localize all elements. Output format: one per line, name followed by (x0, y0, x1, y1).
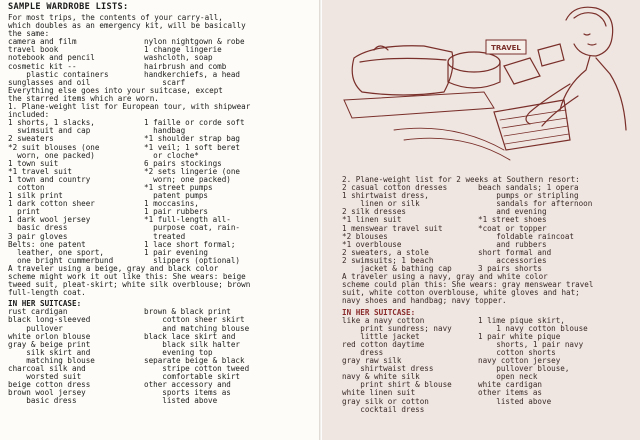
list1-left: 1 shorts, 1 slacks, swimsuit and cap 2 sweaters *2 suit blouses (one worn, one packed) 1 town suit *1 travel suit 1 town and country cotton 1 silk print 1 dark cotton sheer print 1 dark wool jersey basic dress 3 pair gloves Belts: one patent leather, one sport, one bright cummerbund (8, 118, 114, 265)
suitcase-list-2-left: like a navy cotton print sundress; navy little jacket red cotton daytime dress gray raw silk shirtwaist dress navy & white silk print shirt & blouse white linen suit gray silk or cotton cocktail dress (342, 315, 452, 414)
carryall-list (8, 38, 316, 87)
suitcase-note: Everything else goes into your suitcase, except the starred items which are worn. (8, 85, 223, 103)
suitcase-list-2 (342, 317, 634, 414)
list1-right: 1 faille or corde soft handbag *1 shoulder strap bag *1 veil; 1 soft beret or cloche* 6 pairs stockings *2 sets lingerie (one worn; one packed) *1 street pumps patent pumps 1 moccasins, 1 pair rubbers *1 full-length all- purpose coat, rain- treated 1 lace short formal; 1 pair evening slippers (optional) (144, 118, 245, 265)
suitcase-list (8, 308, 316, 405)
traveler-paragraph-2: A traveler using a navy, gray and white color scheme could plan this: She wears: gray menswear travel suit, white cotton overblouse, white gloves and hat; navy shoes and handbag; navy topper. (342, 272, 594, 306)
list2-title: 2. Plane-weight list for 2 weeks at Southern resort: (342, 175, 580, 184)
woman-packing-illustration (334, 0, 634, 176)
suitcase-heading-2: IN HER SUITCASE: (342, 307, 416, 317)
list1-title: 1. Plane-weight list for European tour, with shipwear included: (8, 102, 251, 120)
traveler-paragraph: A traveler using a beige, gray and black color scheme might work it out like this: She wears: beige tweed suit, pleat-skirt; white silk overblouse; brown full-length coat. (8, 263, 251, 298)
list2-right: beach sandals; 1 opera pumps or stripling sandals for afternoon and evening *1 street shoes *coat or topper foldable raincoat and rubbers short formal and accessories 3 pairs shorts (478, 183, 593, 274)
intro-paragraph: For most trips, the contents of your carry-all, which doubles as an emergency kit, will be basically the same: (8, 13, 246, 39)
right-page (322, 0, 640, 440)
list1 (8, 119, 316, 265)
carryall-list-left: camera and film travel book notebook and pencil cosmetic kit -- plastic containers sunglasses and oil (8, 37, 109, 87)
suitcase-heading: IN HER SUITCASE: (8, 299, 82, 309)
list2 (342, 184, 634, 273)
suitcase-list-left: rust cardigan black long-sleeved pullover white orlon blouse gray & beige print silk skirt and matching blouse charcoal silk and worsted suit beige cotton dress brown wool jersey basic dress (8, 307, 95, 406)
travel-tag-label: TRAVEL (491, 44, 521, 52)
page-title: SAMPLE WARDROBE LISTS: (8, 2, 129, 12)
suitcase-list-right: brown & black print cotton sheer skirt and matching blouse black lace skirt and black silk halter evening top separate beige & black stripe cotton tweed comfortable skirt other accessory and sports items as listed above (144, 307, 250, 406)
carryall-list-right: nylon nightgown & robe 1 change lingerie washcloth, soap hairbrush and comb handkerchiefs, a head scarf (144, 37, 245, 87)
suitcase-list-2-right: 1 lime pique skirt, 1 navy cotton blouse 1 pair white pique shorts, 1 pair navy cotton shorts navy cotton jersey pullover blouse, open neck white cardigan other items as listed above (478, 315, 588, 406)
list2-left: 2 casual cotton dresses 1 shirtwaist dress, linen or silk 2 silk dresses *1 linen suit 1 menswear travel suit *2 blouses *1 overblouse 2 sweaters, a stole 2 swimsuits; 1 beach jacket & bathing cap (342, 183, 452, 274)
